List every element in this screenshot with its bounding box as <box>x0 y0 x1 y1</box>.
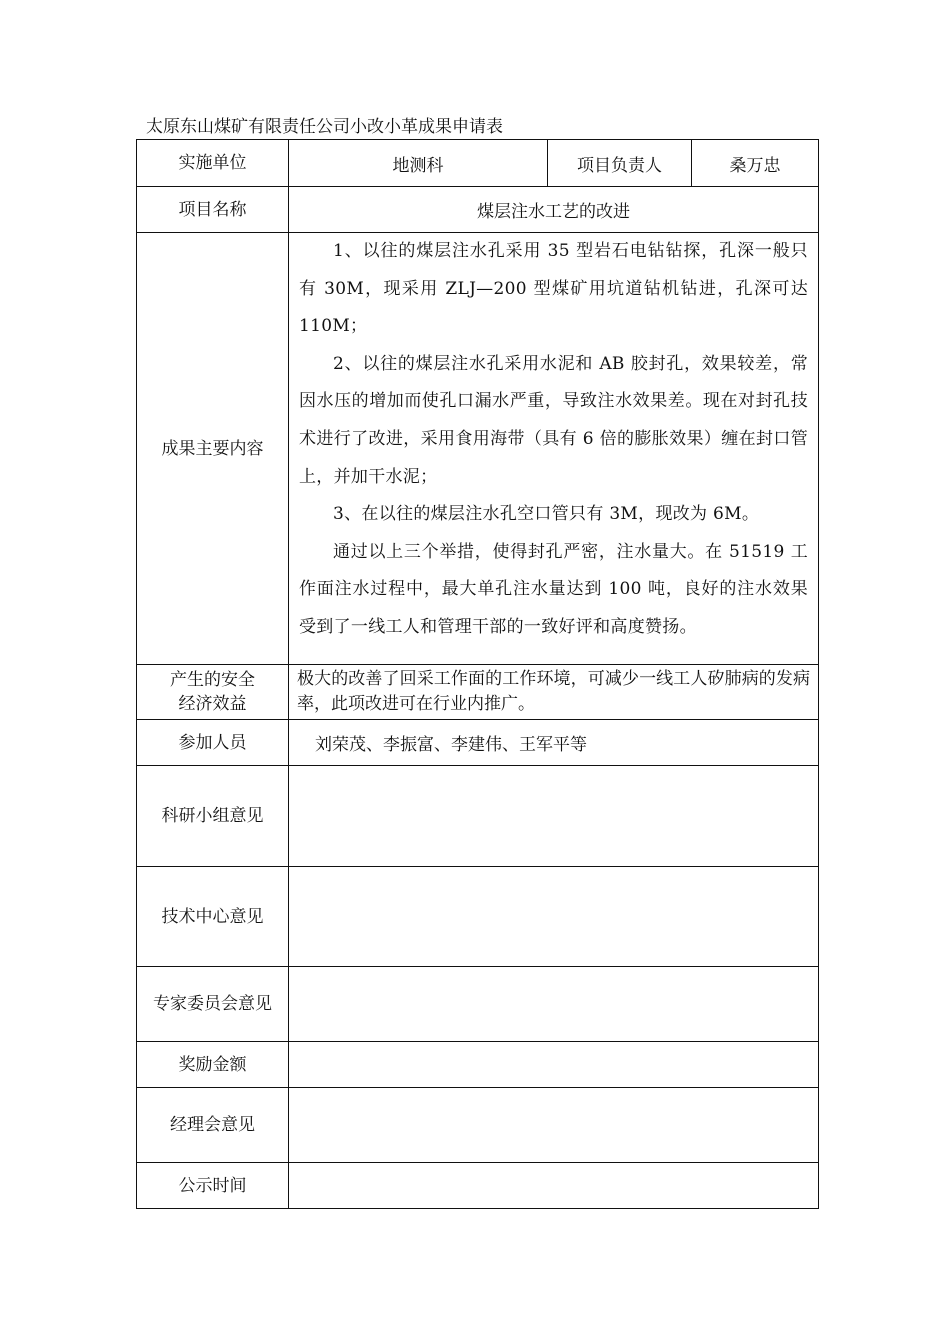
row-project-name <box>137 187 819 233</box>
project-name-value: 煤层注水工艺的改进 <box>289 187 819 233</box>
manager-label: 经理会意见 <box>137 1088 289 1163</box>
benefit-value: 极大的改善了回采工作面的工作环境，可减少一线工人矽肺病的发病率，此项改进可在行业内推广。 <box>289 665 819 720</box>
publicity-value <box>289 1163 819 1209</box>
manager-value <box>289 1088 819 1163</box>
row-tech-center <box>137 867 819 967</box>
benefit-label-line1: 产生的安全 <box>170 670 255 690</box>
research-group-value <box>289 766 819 867</box>
leader-value: 桑万忠 <box>692 140 819 187</box>
row-unit <box>137 140 819 187</box>
reward-label: 奖励金额 <box>137 1042 289 1088</box>
expert-committee-label: 专家委员会意见 <box>137 967 289 1042</box>
content-label: 成果主要内容 <box>137 233 289 665</box>
row-research-group <box>137 766 819 867</box>
reward-value <box>289 1042 819 1088</box>
leader-label: 项目负责人 <box>548 140 692 187</box>
participants-label: 参加人员 <box>137 720 289 766</box>
content-paragraph-4: 通过以上三个举措，使得封孔严密，注水量大。在 51519 工作面注水过程中，最大单孔注水量达到 100 吨，良好的注水效果受到了一线工人和管理干部的一致好评和高度赞扬。 <box>299 541 808 637</box>
publicity-label: 公示时间 <box>137 1163 289 1209</box>
row-publicity <box>137 1163 819 1209</box>
row-manager <box>137 1088 819 1163</box>
row-expert-committee <box>137 967 819 1042</box>
unit-label: 实施单位 <box>137 140 289 187</box>
content-value <box>289 233 819 665</box>
research-group-label: 科研小组意见 <box>137 766 289 867</box>
row-reward <box>137 1042 819 1088</box>
benefit-label <box>137 665 289 720</box>
content-paragraph-2: 2、以往的煤层注水孔采用水泥和 AB 胶封孔，效果较差，常因水压的增加而使孔口漏水严重，导致注水效果差。现在对封孔技术进行了改进，采用食用海带（具有 6 倍的膨胀效果）缠在封口管上，并加干水泥； <box>299 353 808 487</box>
tech-center-value <box>289 867 819 967</box>
row-participants <box>137 720 819 766</box>
benefit-label-line2: 经济效益 <box>178 694 247 714</box>
expert-committee-value <box>289 967 819 1042</box>
document-title: 太原东山煤矿有限责任公司小改小革成果申请表 <box>146 117 503 137</box>
content-paragraph-3: 3、在以往的煤层注水孔空口管只有 3M，现改为 6M。 <box>333 504 760 525</box>
participants-value: 刘荣茂、李振富、李建伟、王军平等 <box>289 720 819 766</box>
project-name-label: 项目名称 <box>137 187 289 233</box>
content-paragraph-1: 1、以往的煤层注水孔采用 35 型岩石电钻钻探，孔深一般只有 30M，现采用 ZLJ—200 型煤矿用坑道钻机钻进，孔深可达 110M； <box>299 241 808 337</box>
tech-center-label: 技术中心意见 <box>137 867 289 967</box>
row-benefit <box>137 665 819 720</box>
row-main-content <box>137 233 819 665</box>
unit-value: 地测科 <box>289 140 548 187</box>
application-form-table <box>136 139 819 1209</box>
